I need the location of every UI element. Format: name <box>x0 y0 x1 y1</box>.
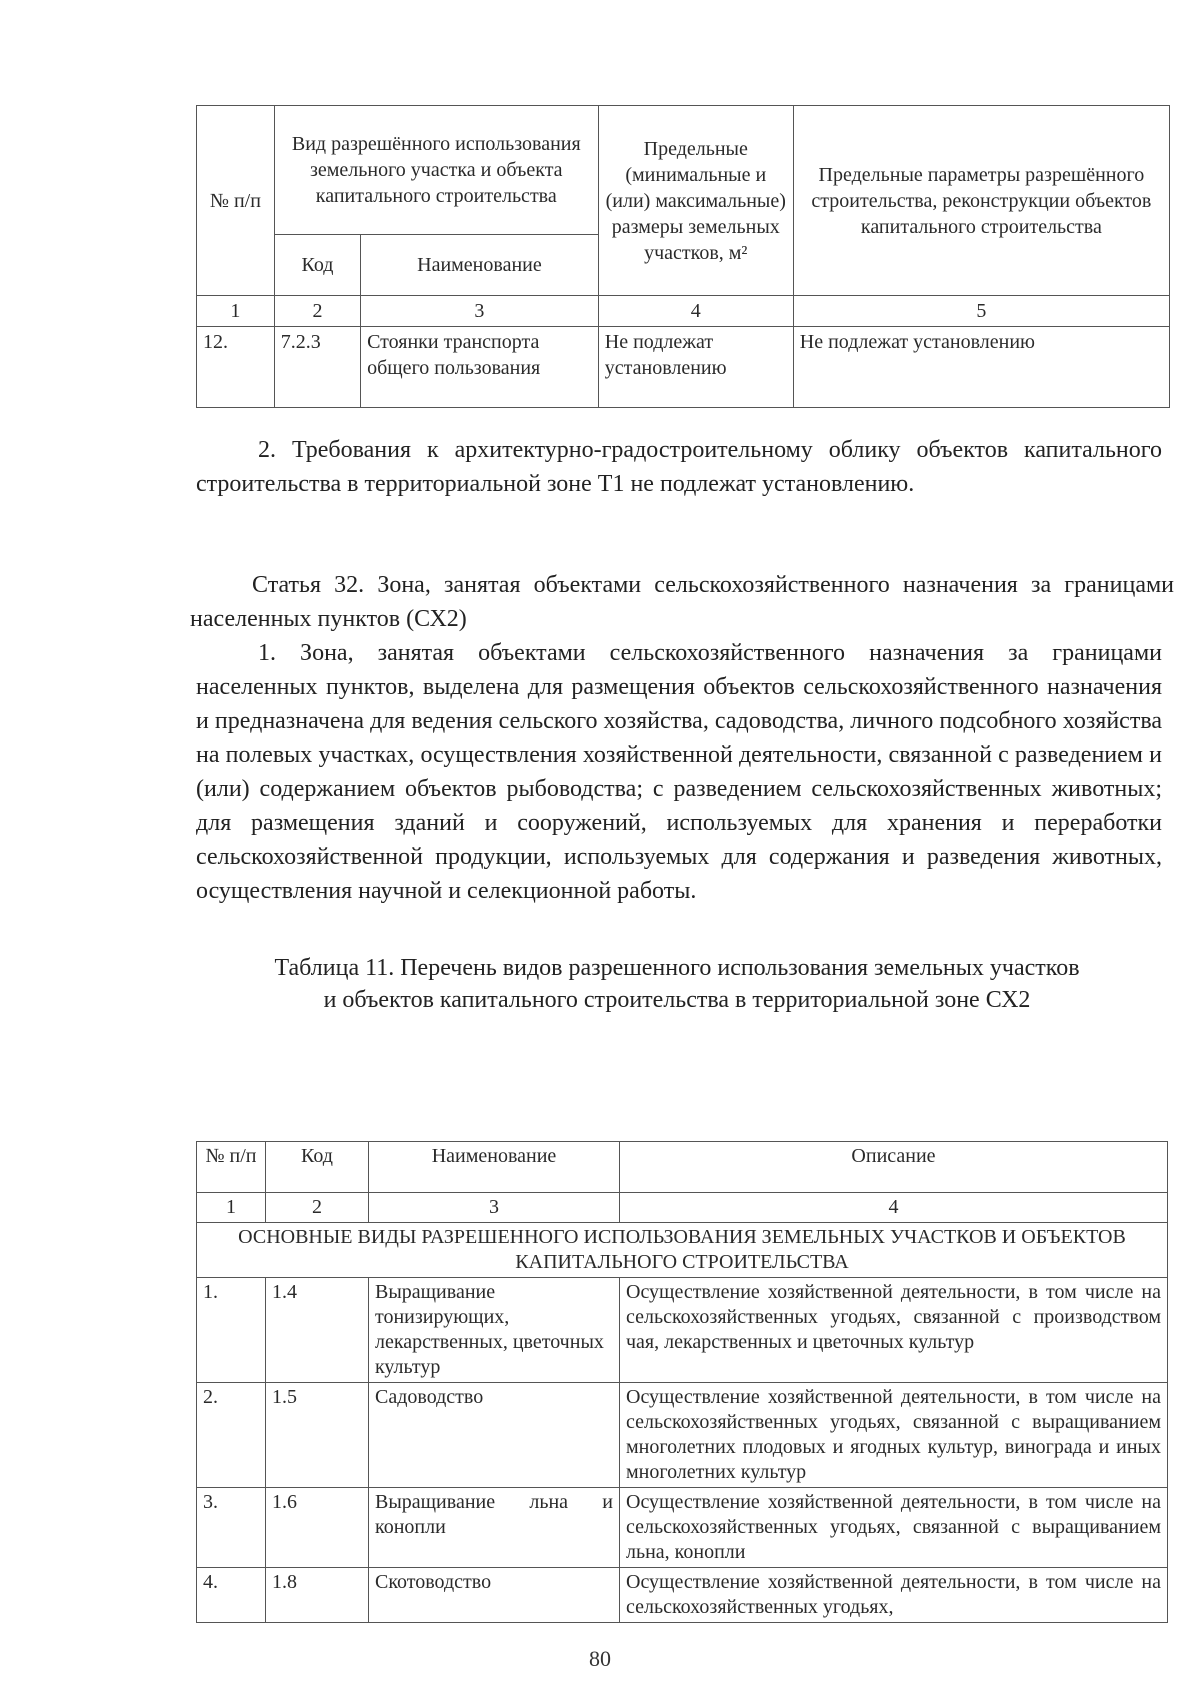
table-row <box>197 1568 1168 1623</box>
header-sizes: Предельные (минимальные и (или) максимальные) размеры земельных участков, м² <box>598 106 793 296</box>
column-number: 2 <box>266 1193 369 1223</box>
row-desc: Осуществление хозяйственной деятельности, в том числе на сельскохозяйственных угодьях, <box>620 1568 1168 1623</box>
header-params: Предельные параметры разрешённого строительства, реконструкции объектов капитального строительства <box>793 106 1169 296</box>
header-desc: Описание <box>620 1142 1168 1193</box>
column-number: 5 <box>793 296 1169 327</box>
header-num: № п/п <box>197 106 275 296</box>
page-number: 80 <box>589 1646 611 1671</box>
row-name: Садоводство <box>369 1383 620 1488</box>
column-number: 4 <box>620 1193 1168 1223</box>
header-num: № п/п <box>197 1142 266 1193</box>
row-name: Скотоводство <box>369 1568 620 1623</box>
header-code: Код <box>274 235 360 296</box>
row-code: 1.4 <box>266 1278 369 1383</box>
table-row <box>197 327 1170 408</box>
column-number: 1 <box>197 1193 266 1223</box>
header-kind-group: Вид разрешённого использования земельного участка и объекта капитального строительства <box>274 106 598 235</box>
article-paragraph-1: 1. Зона, занятая объектами сельскохозяйственного назначения за границами населенных пунктов, выделена для размещения объектов сельскохозяйственного назначения и предназначена для ведения сельского хозяйства, садоводства, личного подсобного хозяйства на полевых участках, осуществления хозяйственной деятельности, связанной с разведением и (или) содержанием объектов рыбоводства; с разведением сельскохозяйственных животных; для размещения зданий и сооружений, используемых для хранения и переработки сельскохозяйственной продукции, используемых для содержания и разведения животных, осуществления научной и селекционной работы. <box>196 640 1162 904</box>
header-name: Наименование <box>369 1142 620 1193</box>
table-row <box>197 1383 1168 1488</box>
row-name: Выращивание льна и конопли <box>369 1488 620 1568</box>
row-name: Стоянки транспорта общего пользования <box>361 327 599 408</box>
table11-caption-line1: Таблица 11. Перечень видов разрешенного использования земельных участков <box>274 955 1080 981</box>
column-number: 2 <box>274 296 360 327</box>
row-num: 2. <box>197 1383 266 1488</box>
row-code: 1.6 <box>266 1488 369 1568</box>
row-sizes: Не подлежат установлению <box>598 327 793 408</box>
row-num: 4. <box>197 1568 266 1623</box>
row-desc: Осуществление хозяйственной деятельности, в том числе на сельскохозяйственных угодьях, связанной с выращиванием многолетних плодовых и ягодных культур, винограда и иных многолетних культур <box>620 1383 1168 1488</box>
row-num: 3. <box>197 1488 266 1568</box>
row-code: 7.2.3 <box>274 327 360 408</box>
row-desc: Осуществление хозяйственной деятельности, в том числе на сельскохозяйственных угодьях, связанной с выращиванием льна, конопли <box>620 1488 1168 1568</box>
column-number: 3 <box>369 1193 620 1223</box>
table11-caption-line2: и объектов капитального строительства в территориальной зоне СХ2 <box>323 987 1031 1013</box>
row-params: Не подлежат установлению <box>793 327 1169 408</box>
row-num: 1. <box>197 1278 266 1383</box>
table-11 <box>196 1141 1168 1623</box>
row-code: 1.5 <box>266 1383 369 1488</box>
row-desc: Осуществление хозяйственной деятельности, в том числе на сельскохозяйственных угодьях, связанной с производством чая, лекарственных и цветочных культур <box>620 1278 1168 1383</box>
table-row <box>197 1278 1168 1383</box>
paragraph-2: 2. Требования к архитектурно-градостроительному облику объектов капитального строительства в территориальной зоне Т1 не подлежат установлению. <box>196 437 1162 497</box>
column-number: 1 <box>197 296 275 327</box>
column-number: 4 <box>598 296 793 327</box>
row-name: Выращивание тонизирующих, лекарственных, цветочных культур <box>369 1278 620 1383</box>
column-number: 3 <box>361 296 599 327</box>
article-title: Статья 32. Зона, занятая объектами сельскохозяйственного назначения за границами населенных пунктов (СХ2) <box>190 572 1174 632</box>
header-code: Код <box>266 1142 369 1193</box>
row-code: 1.8 <box>266 1568 369 1623</box>
header-name: Наименование <box>361 235 599 296</box>
section-heading: ОСНОВНЫЕ ВИДЫ РАЗРЕШЕННОГО ИСПОЛЬЗОВАНИЯ ЗЕМЕЛЬНЫХ УЧАСТКОВ И ОБЪЕКТОВ КАПИТАЛЬНОГО СТРОИТЕЛЬСТВА <box>197 1223 1168 1278</box>
row-num: 12. <box>197 327 275 408</box>
permitted-use-table-continuation <box>196 105 1170 408</box>
table-row <box>197 1488 1168 1568</box>
